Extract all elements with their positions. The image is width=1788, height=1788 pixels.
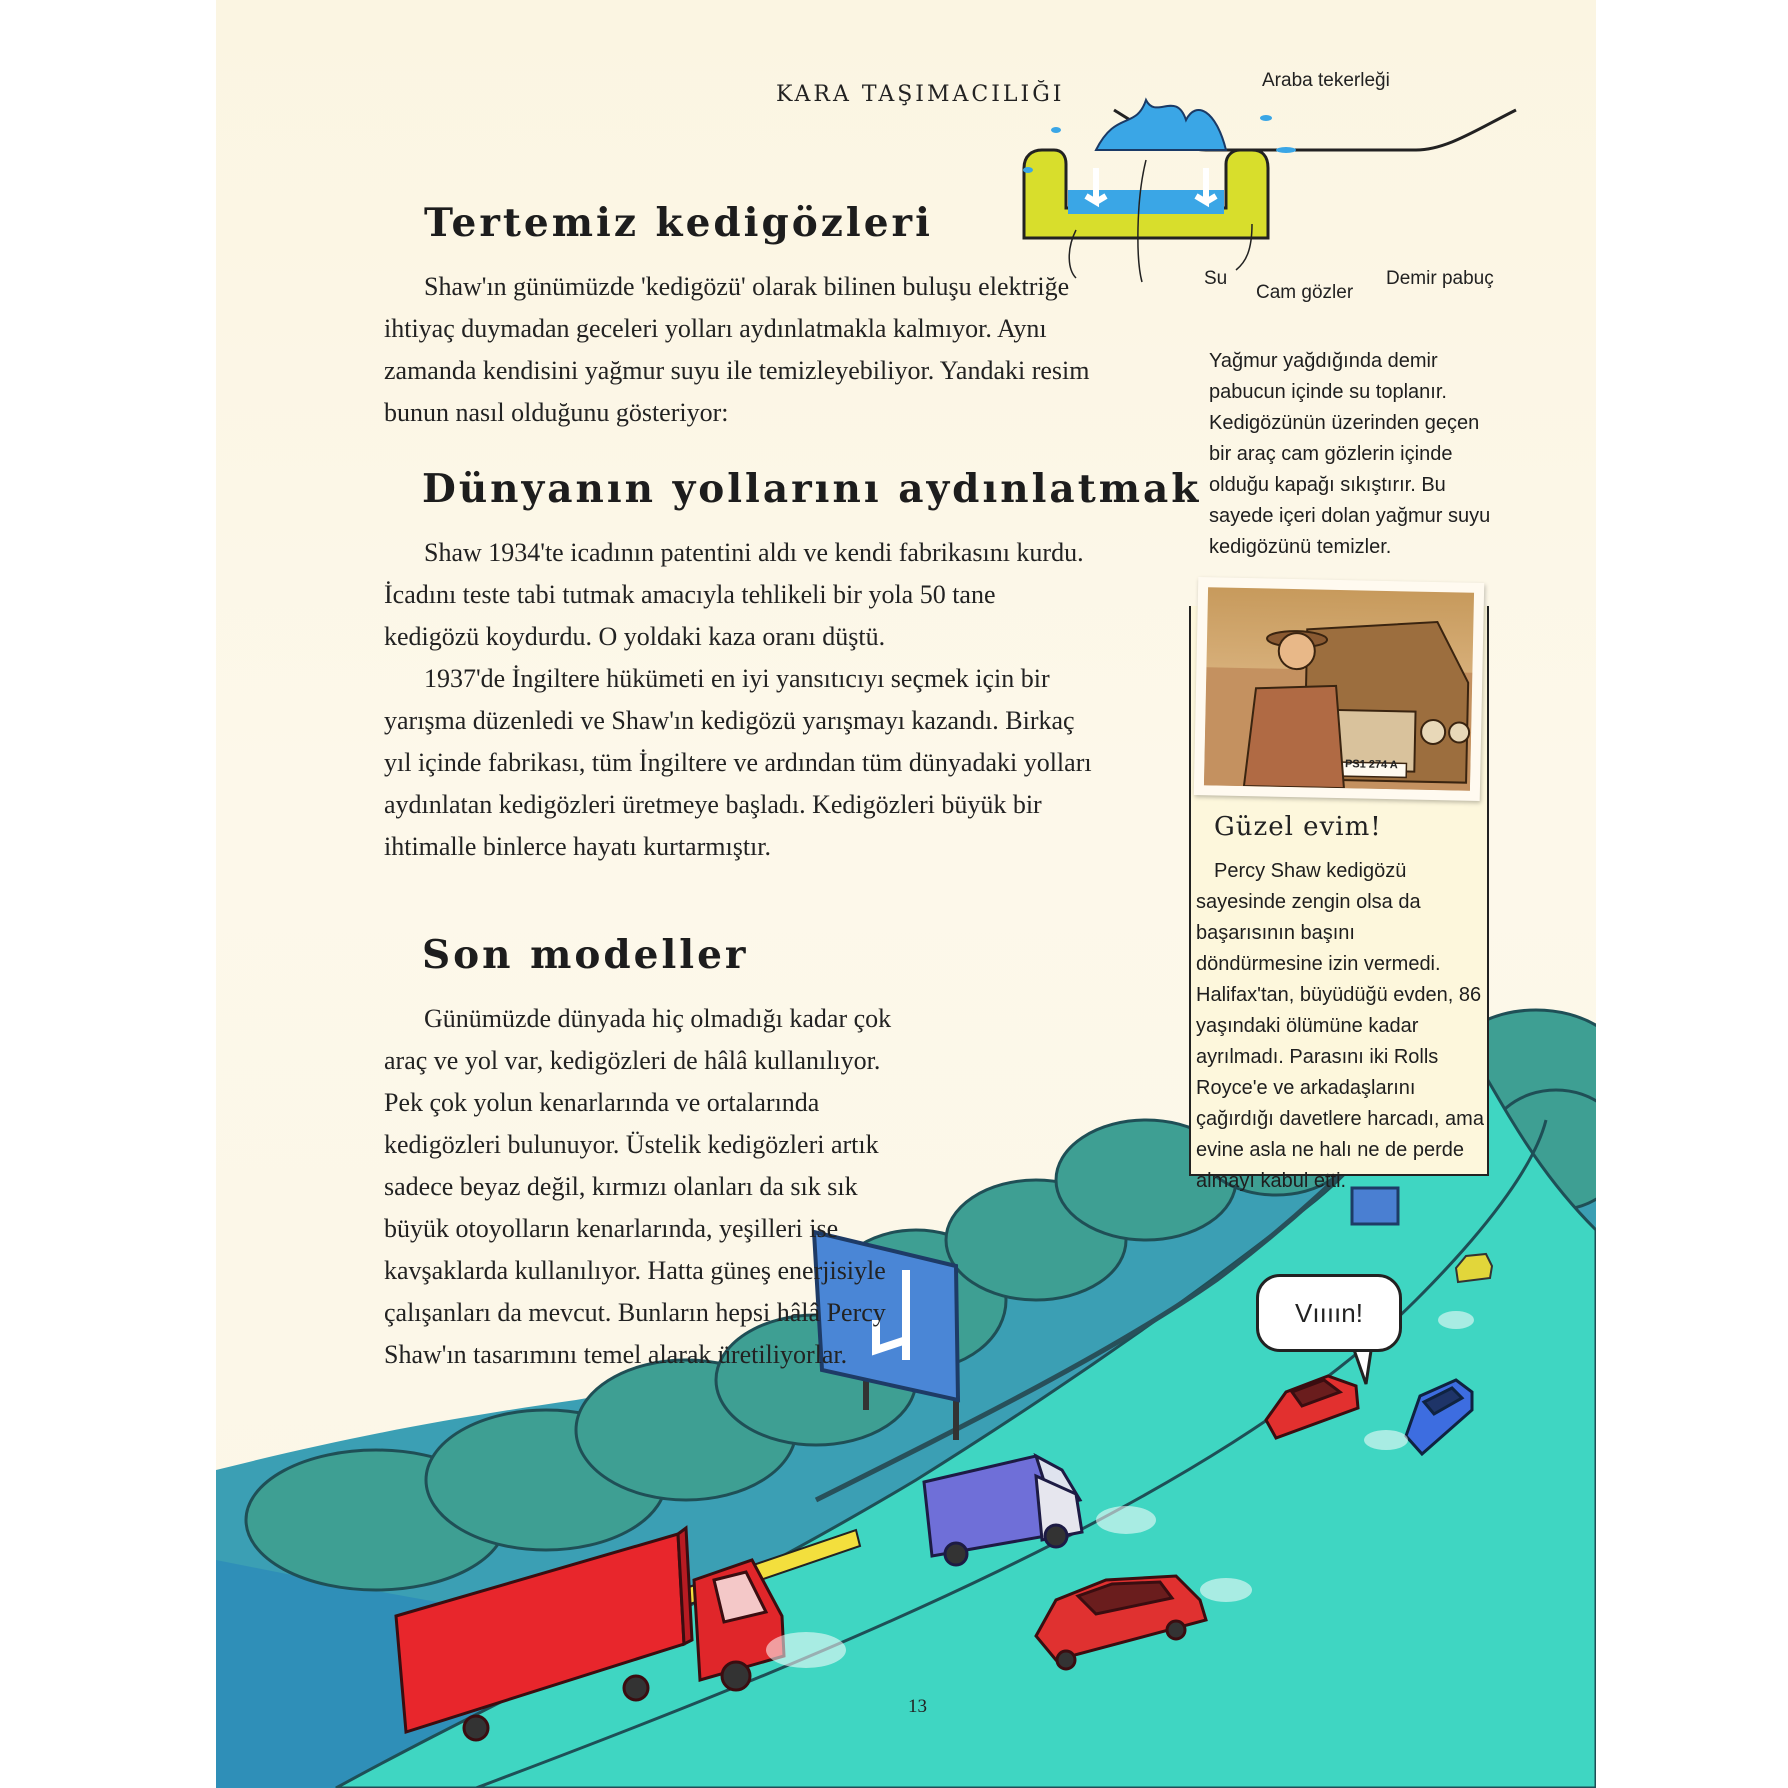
page xyxy=(216,0,1596,1788)
sidebar-title: Güzel evim! xyxy=(1214,812,1382,842)
label-glass-eyes: Cam gözler xyxy=(1256,282,1354,303)
section-title-2: Dünyanın yollarını aydınlatmak xyxy=(422,466,1202,512)
section-text-2 xyxy=(384,532,1096,868)
percy-shaw-photo xyxy=(1194,577,1485,801)
label-iron-shoe: Demir pabuç xyxy=(1386,268,1494,289)
paragraph: Günümüzde dünyada hiç olmadığı kadar çok araç ve yol var, kedigözleri de hâlâ kullanılıyor. Pek çok yolun kenarlarında ve ortalarında kedigözleri bulunuyor. Üstelik kedigözleri artık sadece beyaz değil, kırmızı olanları da sık sık büyük otoyolların kenarlarında, yeşilleri ise kavşaklarda kullanılıyor. Hatta güneş enerjisiyle çalışanları da mevcut. Bunların hepsi hâlâ Percy Shaw'ın tasarımını temel alarak üretiliyorlar. xyxy=(384,1004,892,1369)
cats-eye-diagram xyxy=(1023,100,1516,282)
arrow-right xyxy=(1196,168,1216,202)
paragraph: 1937'de İngiltere hükümeti en iyi yansıtıcıyı seçmek için bir yarışma düzenledi ve Shaw'ın kedigözü yarışmayı kazandı. Birkaç yıl içinde fabrikası, tüm İngiltere ve ardından tüm dünyadaki yolları aydınlatan kedigözleri üretmeye başladı. Kedigözleri büyük bir ihtimalle binlerce hayatı kurtarmıştır. xyxy=(384,664,1092,861)
section-title-1: Tertemiz kedigözleri xyxy=(424,200,933,246)
section-text-1 xyxy=(384,266,1096,434)
paragraph: Shaw 1934'te icadının patentini aldı ve kendi fabrikasını kurdu. İcadını teste tabi tutmak amacıyla tehlikeli bir yola 50 tane kedigözü koydurdu. O yoldaki kaza oranı düştü. xyxy=(384,538,1084,651)
speech-bubble: Vıııın! xyxy=(1256,1274,1402,1352)
paragraph: Percy Shaw kedigözü sayesinde zengin olsa da başarısının başını döndürmesine izin vermedi. Halifax'tan, büyüdüğü evden, 86 yaşındaki ölümüne kadar ayrılmadı. Parasını iki Rolls Royce'e ve arkadaşlarını çağırdığı davetlere harcadı, ama evine asla ne halı ne de perde almayı kabul etti. xyxy=(1196,860,1484,1192)
page-header: KARA TAŞIMACILIĞI xyxy=(776,82,1065,107)
paragraph: Shaw'ın günümüzde 'kedigözü' olarak bilinen buluşu elektriğe ihtiyaç duymadan geceleri yolları aydınlatmakla kalmıyor. Aynı zamanda kendisini yağmur suyu ile temizleyebiliyor. Yandaki resim bunun nasıl olduğunu gösteriyor: xyxy=(384,272,1090,427)
arrow-left xyxy=(1086,168,1106,202)
page-number: 13 xyxy=(908,1696,927,1717)
section-text-3 xyxy=(384,998,924,1376)
license-plate: PS1 274 A xyxy=(1344,758,1398,772)
sidebar-text xyxy=(1196,856,1486,1197)
water-splash xyxy=(1096,100,1226,150)
section-title-3: Son modeller xyxy=(422,932,749,978)
label-water: Su xyxy=(1204,268,1228,289)
diagram-caption: Yağmur yağdığında demir pabucun içinde su toplanır. Kedigözünün üzerinden geçen bir araç cam gözlerin içinde olduğu kapağı sıkıştırır. Bu sayede içeri dolan yağmur suyu kedigözünü temizler. xyxy=(1209,350,1491,558)
label-car-tire: Araba tekerleği xyxy=(1262,70,1390,91)
